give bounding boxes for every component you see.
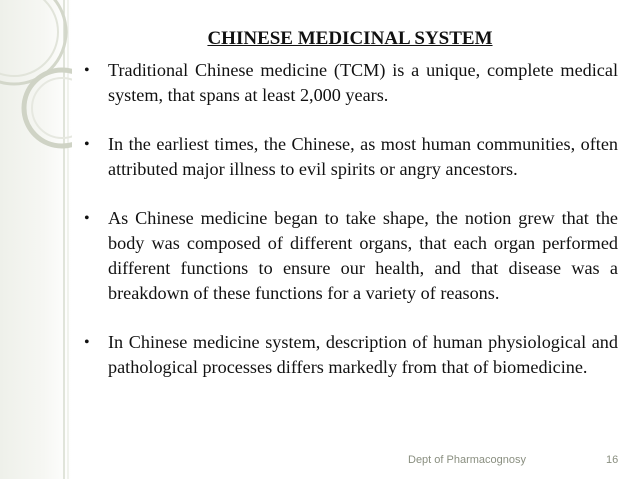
footer-page-number: 16 xyxy=(606,454,619,466)
bullet-marker: • xyxy=(84,62,90,79)
slide-title: CHINESE MEDICINAL SYSTEM xyxy=(207,28,493,49)
bullet-list xyxy=(84,58,618,404)
bullet-marker: • xyxy=(84,210,90,227)
decorative-left-band xyxy=(0,0,72,479)
bullet-marker: • xyxy=(84,136,90,153)
bullet-text: In the earliest times, the Chinese, as most human communities, often attributed major illness to evil spirits or angry ancestors. xyxy=(108,134,618,179)
footer-department: Dept of Pharmacognosy xyxy=(408,454,527,466)
bullet-text: Traditional Chinese medicine (TCM) is a unique, complete medical system, that spans at least 2,000 years. xyxy=(108,60,618,105)
bullet-text: In Chinese medicine system, description of human physiological and pathological processes differs markedly from that of biomedicine. xyxy=(108,332,618,377)
decorative-rings-graphic xyxy=(0,0,72,479)
bullet-item xyxy=(84,132,618,182)
bullet-item xyxy=(84,330,618,380)
bullet-item xyxy=(84,58,618,108)
bullet-text: As Chinese medicine began to take shape, the notion grew that the body was composed of different organs, that each organ performed different functions to ensure our health, and that disease was a breakdown of these functions for a variety of reasons. xyxy=(108,208,618,303)
bullet-marker: • xyxy=(84,334,90,351)
bullet-item xyxy=(84,206,618,306)
